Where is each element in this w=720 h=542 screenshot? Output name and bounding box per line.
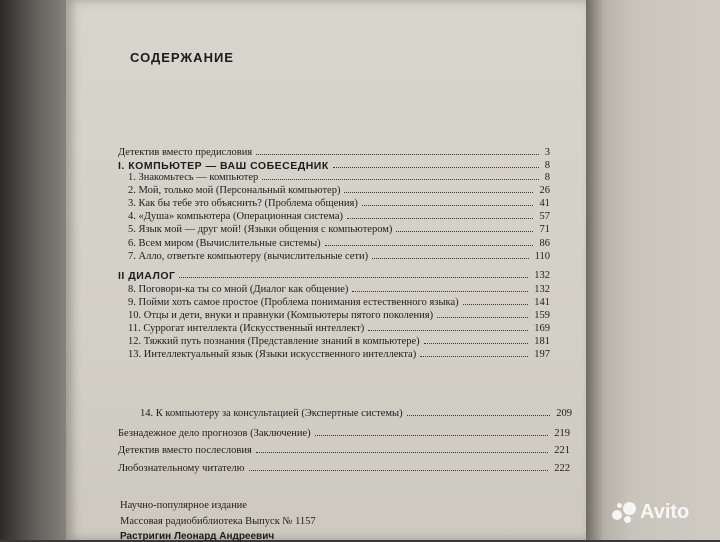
toc-leader-dots [420,356,528,357]
toc-leader-dots [344,192,533,193]
toc-leader-dots [256,154,539,155]
toc-entry [128,310,558,323]
toc-leader-dots [325,245,533,246]
imprint-line-2: Массовая радиобиблиотека Выпуск № 1157 [120,516,316,527]
toc-entry-page: 159 [534,310,550,321]
toc-entry-title: 7. Алло, ответьте компьютеру (вычислительные сети) [128,251,369,262]
toc-leader-dots [262,179,539,180]
toc-leader-dots [368,330,528,331]
toc-leader-dots [352,291,528,292]
toc-entry [128,323,558,336]
toc-entry-page: 197 [534,349,550,360]
toc-leader-dots [437,317,528,318]
toc-entry-page: 141 [534,297,550,308]
toc-leader-dots [396,231,533,232]
toc-entry-title: 5. Язык мой — друг мой! (Языки общения с компьютером) [128,224,393,235]
toc-entry-page: 222 [554,463,570,474]
toc-leader-dots [315,435,548,436]
toc-entry [118,463,578,476]
toc-entry-page: 132 [534,284,550,295]
toc-entry-title: Детектив вместо предисловия [118,147,253,158]
toc-entry [128,251,558,264]
toc-entry [118,270,558,283]
toc-leader-dots [424,343,528,344]
toc-entry-title: 6. Всем миром (Вычислительные системы) [128,238,321,249]
avito-watermark [612,500,689,524]
toc-entry [118,428,578,441]
toc-entry-page: 8 [544,172,550,183]
toc-entry-page: 41 [539,198,550,209]
toc-entry-title: 1. Знакомьтесь — компьютер [128,172,259,183]
toc-leader-dots [372,258,529,259]
toc-entry-title: 10. Отцы и дети, внуки и правнуки (Компьютеры пятого поколения) [128,310,434,321]
toc-entry-title: 2. Мой, только мой (Персональный компьютер) [128,185,341,196]
toc-leader-dots [463,304,528,305]
toc-entry-page: 110 [534,251,550,262]
avito-logo-icon [612,500,636,524]
toc-entry-page: 3 [544,147,550,158]
toc-entry [128,284,558,297]
facing-page [586,0,720,540]
toc-entry-page: 169 [534,323,550,334]
toc-entry [128,238,558,251]
toc-entry-title: 11. Суррогат интеллекта (Искусственный интеллект) [128,323,365,334]
toc-leader-dots [407,415,550,416]
toc-entry [128,297,558,310]
imprint-line-1: Научно-популярное издание [120,500,247,511]
toc-entry [128,336,558,349]
toc-entry-title: I. КОМПЬЮТЕР — ВАШ СОБЕСЕДНИК [118,160,329,172]
toc-leader-dots [256,452,548,453]
avito-watermark-text: Avito [640,500,690,523]
toc-entry-title: 4. «Душа» компьютера (Операционная система) [128,211,343,222]
toc-entry-page: 26 [539,185,550,196]
toc-entry-title: Безнадежное дело прогнозов (Заключение) [118,428,311,439]
toc-heading: СОДЕРЖАНИЕ [130,50,234,65]
toc-entry-title: 9. Пойми хоть самое простое (Проблема понимания естественного языка) [128,297,459,308]
toc-entry-page: 132 [534,270,550,281]
toc-leader-dots [362,205,533,206]
toc-entry-page: 181 [534,336,550,347]
toc-entry [128,185,558,198]
toc-leader-dots [179,277,528,278]
imprint-author: Растригин Леонард Андреевич [120,531,275,542]
toc-entry-title: 13. Интеллектуальный язык (Языки искусственного интеллекта) [128,349,417,360]
toc-entry [118,147,558,160]
toc-entry [140,408,580,421]
toc-entry-title: 8. Поговори-ка ты со мной (Диалог как общение) [128,284,349,295]
toc-entry-title: 14. К компьютеру за консультацией (Экспертные системы) [140,408,403,419]
toc-entry-page: 221 [554,445,570,456]
toc-leader-dots [249,470,548,471]
toc-entry [128,211,558,224]
toc-entry-title: Любознательному читателю [118,463,245,474]
toc-entry-page: 71 [539,224,550,235]
toc-entry [128,349,558,362]
toc-entry [128,224,558,237]
toc-entry-page: 86 [539,238,550,249]
toc-entry-page: 219 [554,428,570,439]
toc-entry-page: 57 [539,211,550,222]
toc-entry [118,445,578,458]
toc-entry-page: 8 [544,160,550,171]
toc-entry-title: 3. Как бы тебе это объяснить? (Проблема общения) [128,198,358,209]
toc-leader-dots [347,218,533,219]
toc-entry [128,198,558,211]
toc-leader-dots [333,167,539,168]
toc-entry [128,172,558,185]
toc-entry-page: 209 [556,408,572,419]
book-spine-edge [0,0,70,540]
toc-entry-title: 12. Тяжкий путь познания (Представление знаний в компьютере) [128,336,420,347]
toc-entry-title: Детектив вместо послесловия [118,445,252,456]
toc-entry-title: II ДИАЛОГ [118,270,176,282]
